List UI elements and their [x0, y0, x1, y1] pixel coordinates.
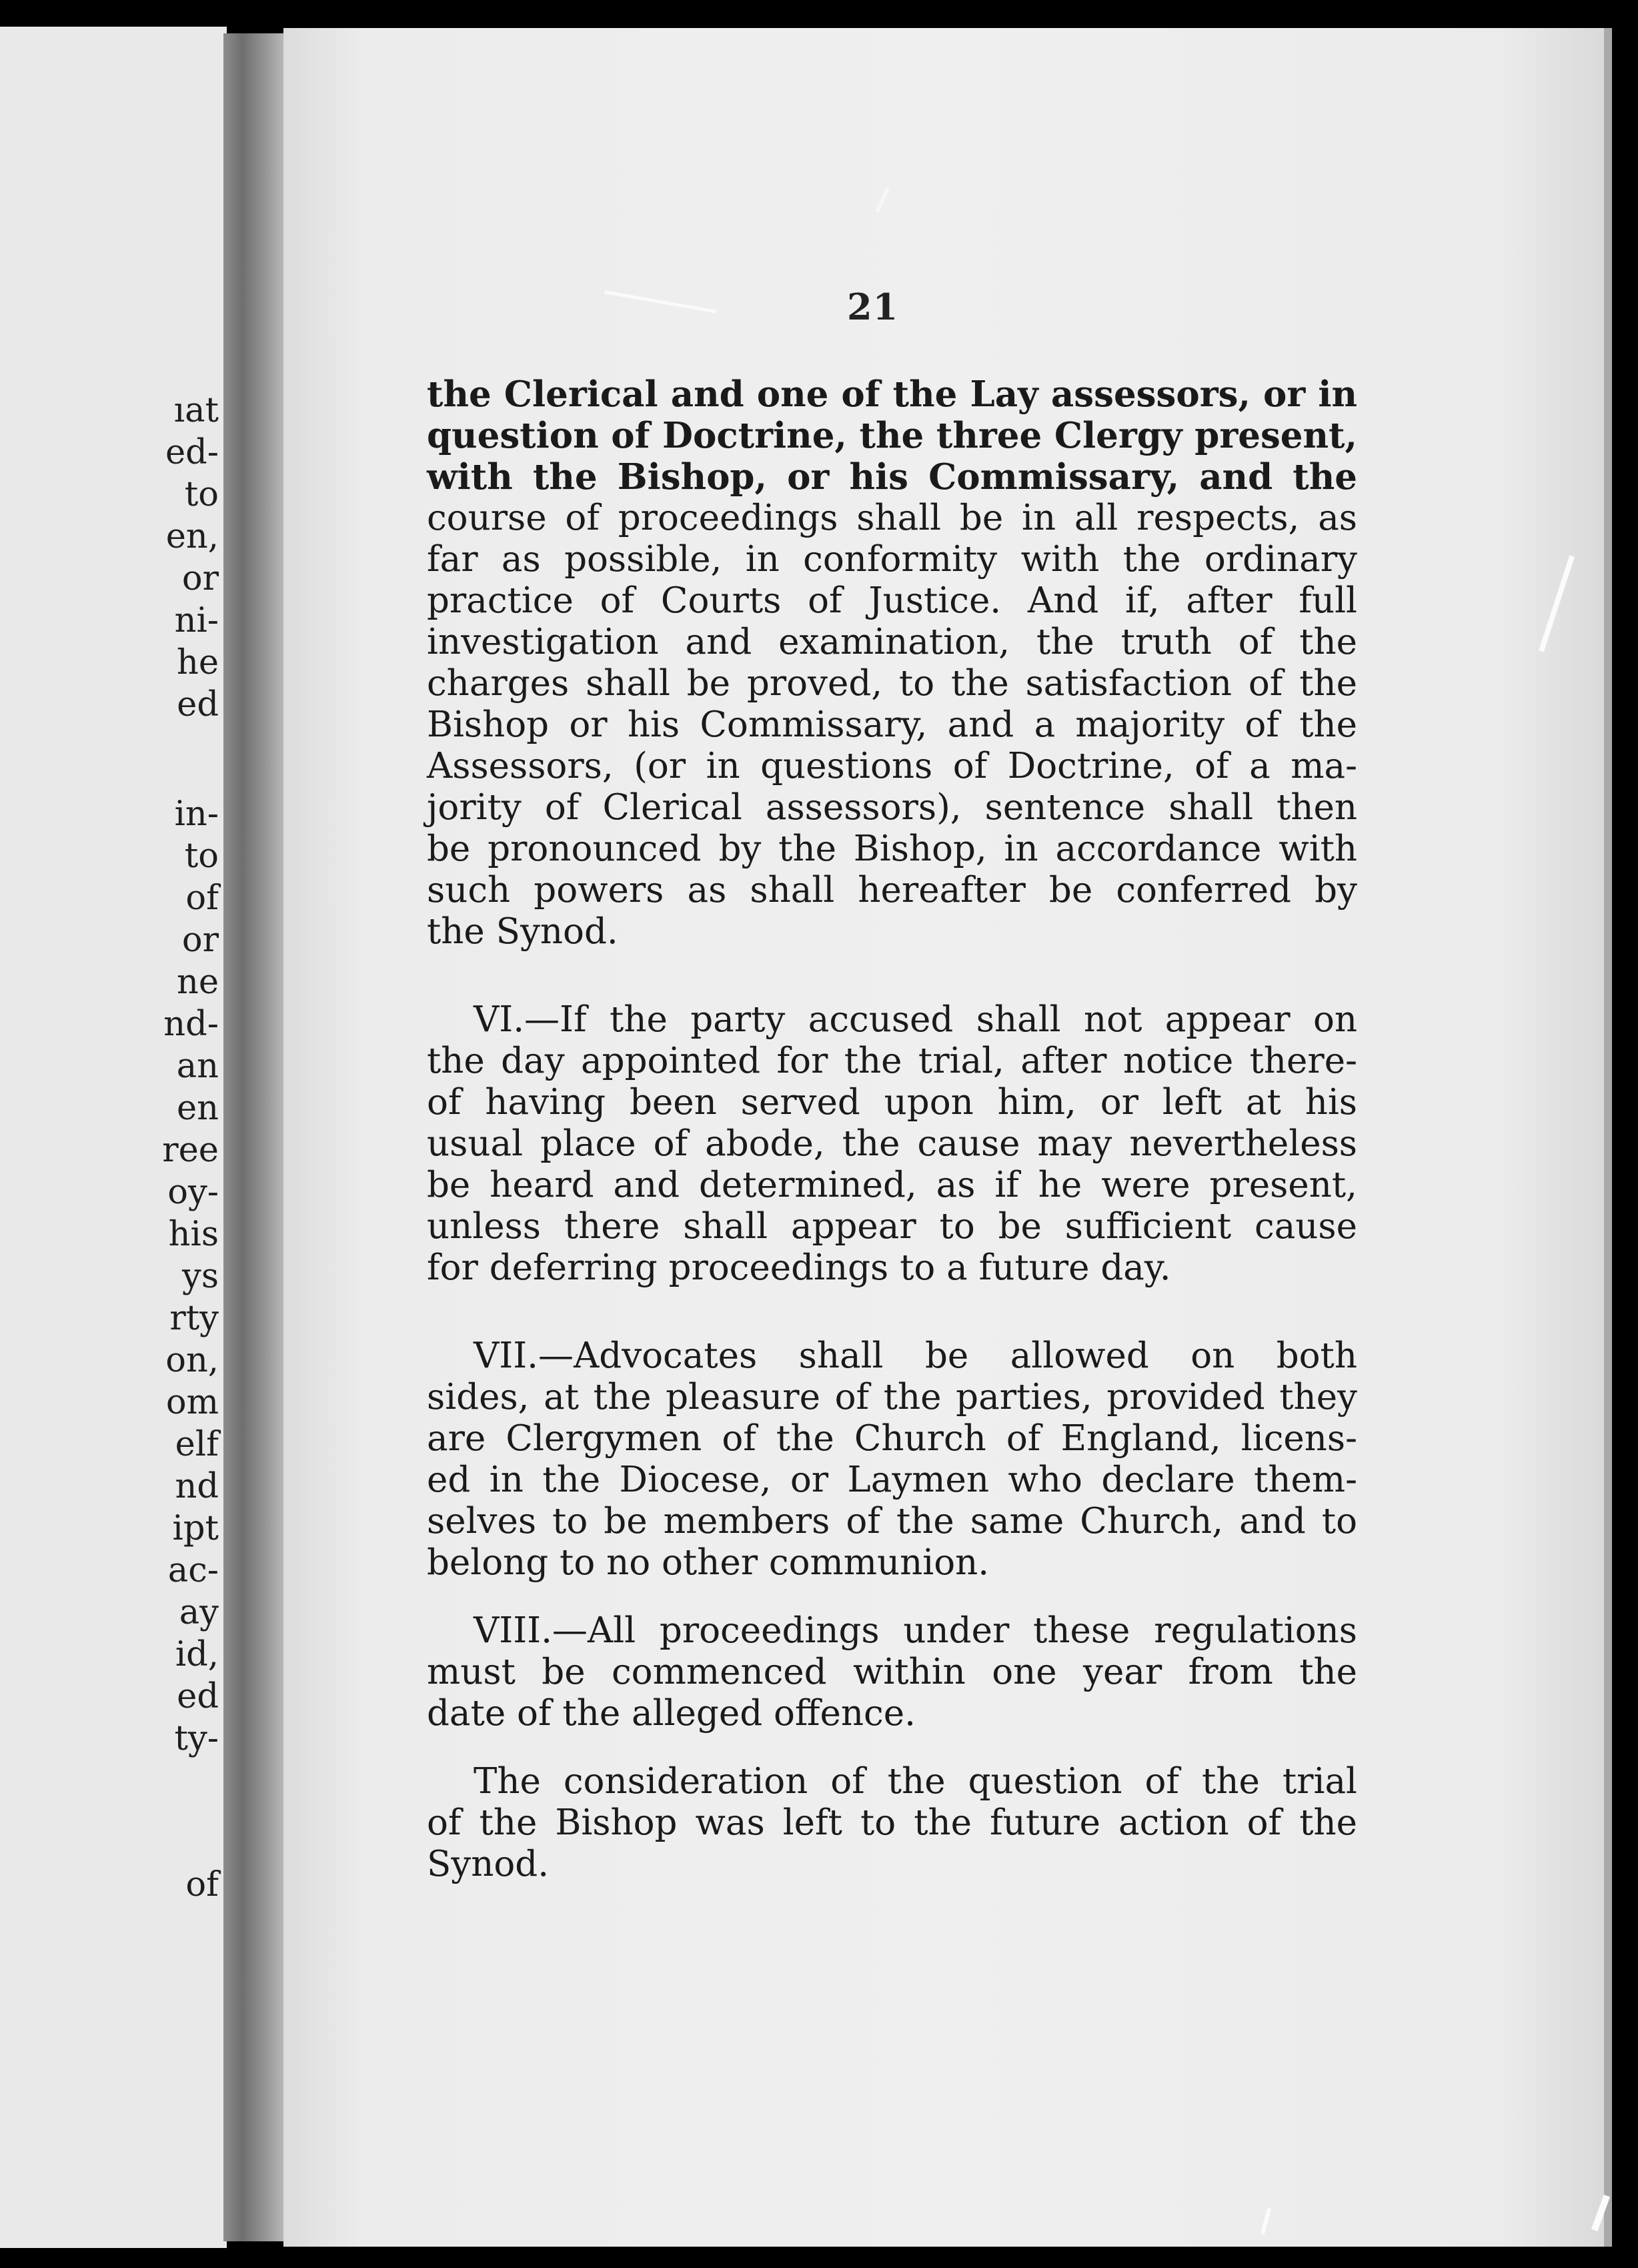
left-page-text-fragment: ree: [162, 1131, 219, 1170]
text-line: question of Doctrine, the three Clergy present,: [427, 415, 1357, 456]
text-line: course of proceedings shall be in all respects, as: [427, 498, 1357, 538]
text-line: for deferring proceedings to a future day.: [427, 1247, 1171, 1288]
left-page-text-fragment: en,: [165, 517, 219, 556]
paragraph-gap: [427, 953, 1357, 999]
text-line: the Clerical and one of the Lay assessors, or in: [427, 374, 1357, 415]
left-page-text-fragment: nd-: [163, 1005, 219, 1044]
text-line: are Clergymen of the Church of England, licens-: [427, 1418, 1357, 1459]
left-page-text-fragment: to: [184, 836, 219, 876]
left-page-text-fragment: or: [181, 921, 219, 960]
left-page-text-fragment: ne: [176, 963, 219, 1002]
left-page-text-fragment: en: [176, 1089, 219, 1128]
text-line: usual place of abode, the cause may nevertheless: [427, 1123, 1357, 1164]
paragraph-gap: [427, 1584, 1357, 1610]
left-page-text-fragment: of: [185, 879, 219, 918]
left-page-text-fragment: elf: [175, 1425, 219, 1464]
page-number: 21: [847, 286, 899, 328]
text-line: with the Bishop, or his Commissary, and the: [427, 456, 1357, 498]
left-page-text-fragment: ed: [177, 685, 219, 724]
text-line: of the Bishop was left to the future action of the: [427, 1802, 1357, 1843]
left-page-text-fragment: in-: [174, 794, 219, 834]
left-page-text-fragment: oy-: [167, 1173, 219, 1212]
left-page-text-fragment: ty-: [174, 1719, 219, 1758]
text-line: ed in the Diocese, or Laymen who declare them-: [427, 1460, 1357, 1500]
text-line: date of the alleged offence.: [427, 1693, 916, 1734]
left-page-text-fragment: om: [165, 1383, 219, 1422]
text-line: be pronounced by the Bishop, in accordance with: [427, 828, 1357, 869]
text-line: selves to be members of the same Church, and to: [427, 1501, 1357, 1542]
text-line: VIII.—All proceedings under these regulations: [474, 1610, 1357, 1651]
left-page-text-fragment: ay: [179, 1593, 219, 1632]
left-page-text-fragment: ıat: [173, 391, 219, 430]
left-page-text-fragment: ni-: [174, 601, 219, 640]
text-line: be heard and determined, as if he were present,: [427, 1165, 1357, 1205]
text-line: investigation and examination, the truth of the: [427, 622, 1357, 662]
text-line: the day appointed for the trial, after notice there-: [427, 1041, 1357, 1081]
text-line: sides, at the pleasure of the parties, provided they: [427, 1377, 1357, 1418]
book-gutter: [223, 33, 287, 2241]
text-line: charges shall be proved, to the satisfaction of the: [427, 663, 1357, 704]
left-page-text-fragment: of: [185, 1865, 219, 1904]
text-line: must be commenced within one year from the: [427, 1652, 1357, 1692]
paragraph-gap: [427, 1734, 1357, 1761]
text-line: VII.—Advocates shall be allowed on both: [474, 1335, 1357, 1376]
text-line: the Synod.: [427, 911, 618, 952]
page-edge: [1604, 28, 1612, 2247]
left-page-text-fragment: ipt: [172, 1509, 219, 1548]
left-page-text-fragment: ac-: [167, 1551, 219, 1590]
text-line: far as possible, in conformity with the ordinary: [427, 539, 1357, 580]
text-line: unless there shall appear to be sufficient cause: [427, 1206, 1357, 1247]
left-page-text-fragment: or: [181, 559, 219, 598]
previous-page-fragment: [0, 27, 227, 2248]
text-line: Synod.: [427, 1844, 550, 1884]
text-line: of having been served upon him, or left at his: [427, 1082, 1357, 1123]
left-page-text-fragment: to: [184, 475, 219, 514]
left-page-text-fragment: an: [176, 1047, 219, 1086]
text-line: belong to no other communion.: [427, 1542, 990, 1583]
left-page-text-fragment: ys: [182, 1257, 219, 1296]
left-page-text-fragment: ed-: [165, 433, 219, 472]
text-line: Assessors, (or in questions of Doctrine, of a ma-: [427, 746, 1357, 786]
text-line: practice of Courts of Justice. And if, after full: [427, 580, 1357, 621]
text-line: Bishop or his Commissary, and a majority of the: [427, 704, 1357, 745]
left-page-text-fragment: rty: [169, 1299, 219, 1338]
left-page-text-fragment: id,: [175, 1635, 219, 1674]
text-line: jority of Clerical assessors), sentence shall then: [427, 787, 1357, 828]
paragraph-gap: [427, 1289, 1357, 1335]
left-page-text-fragment: ed: [177, 1677, 219, 1716]
left-page-text-fragment: on,: [165, 1341, 219, 1380]
left-page-text-fragment: nd: [175, 1467, 219, 1506]
page-body: [427, 374, 1357, 1885]
text-line: VI.—If the party accused shall not appear on: [474, 999, 1357, 1040]
left-page-text-fragment: he: [176, 643, 219, 682]
text-line: The consideration of the question of the trial: [474, 1761, 1357, 1802]
left-page-text-fragment: his: [168, 1215, 219, 1254]
text-line: such powers as shall hereafter be conferred by: [427, 870, 1357, 911]
